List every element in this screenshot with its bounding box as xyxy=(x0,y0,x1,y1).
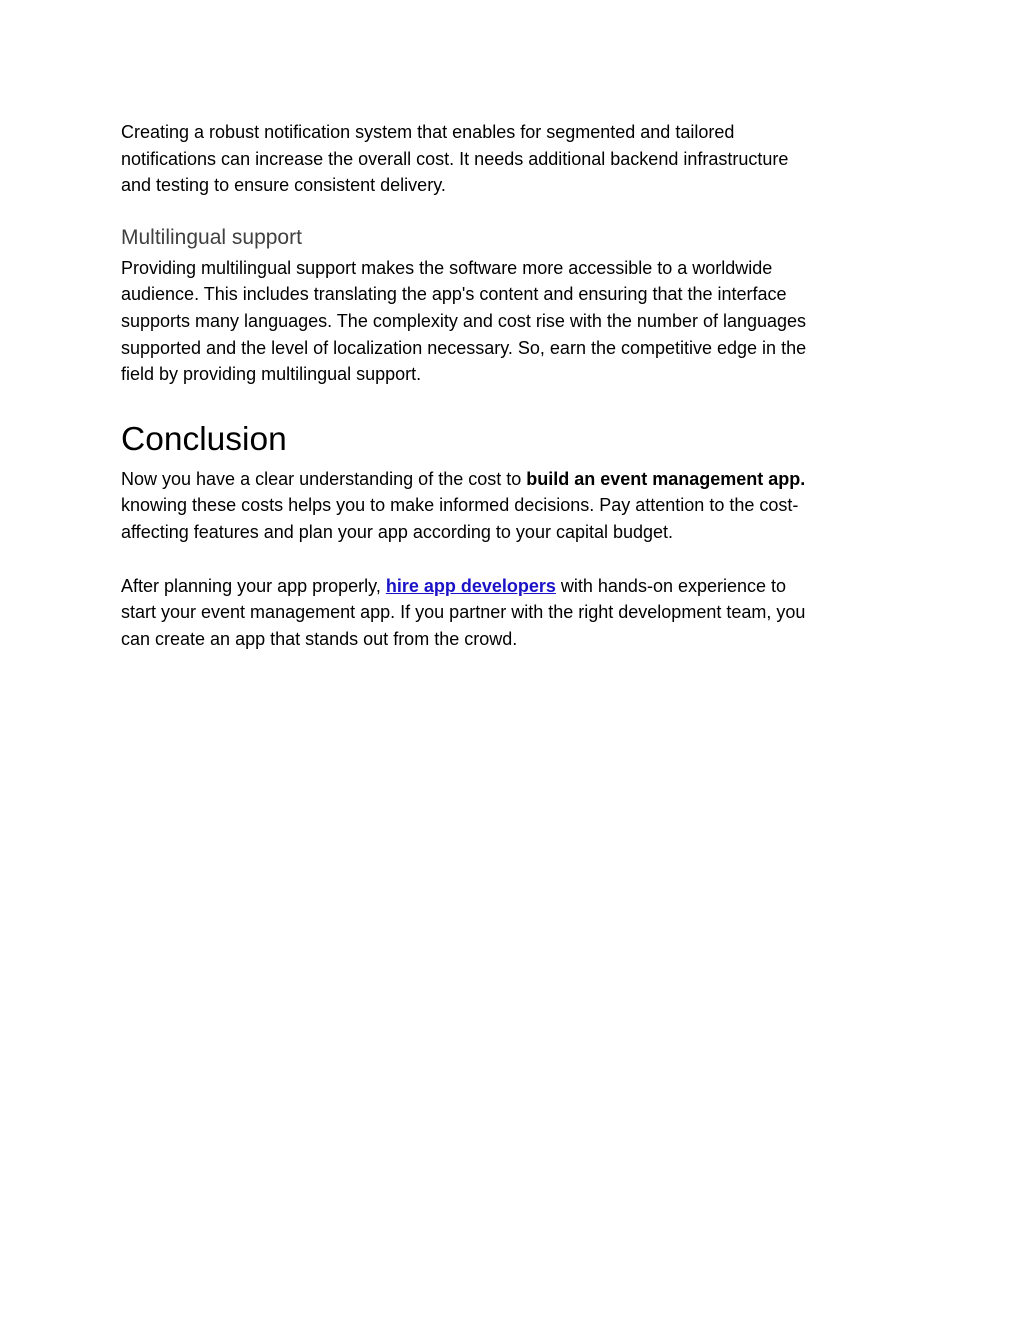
conclusion-line xyxy=(121,466,896,493)
multilingual-heading: Multilingual support xyxy=(121,225,302,249)
multilingual-paragraph xyxy=(121,255,896,388)
conclusion-paragraph-1 xyxy=(121,466,896,546)
conclusion-line: start your event management app. If you partner with the right development team, you xyxy=(121,602,806,623)
multilingual-line: supported and the level of localization necessary. So, earn the competitive edge in the xyxy=(121,337,807,358)
multilingual-line: audience. This includes translating the app's content and ensuring that the interface xyxy=(121,284,787,305)
intro-line: Creating a robust notification system that enables for segmented and tailored xyxy=(121,122,735,142)
multilingual-line: Providing multilingual support makes the software more accessible to a worldwide xyxy=(121,257,773,278)
hire-app-developers-link[interactable]: hire app developers xyxy=(385,575,556,596)
conclusion-heading: Conclusion xyxy=(121,420,287,458)
conclusion-bold-phrase: build an event management app. xyxy=(526,468,806,489)
intro-paragraph xyxy=(121,119,896,199)
conclusion-text: After planning your app properly, xyxy=(121,575,386,596)
paragraph-spacer xyxy=(121,546,896,573)
document-page xyxy=(121,119,896,652)
intro-line: and testing to ensure consistent delivery. xyxy=(121,175,446,196)
conclusion-text: with hands-on experience to xyxy=(555,575,787,596)
conclusion-line: can create an app that stands out from the crowd. xyxy=(121,628,518,649)
multilingual-line: field by providing multilingual support. xyxy=(121,364,422,385)
conclusion-line: knowing these costs helps you to make informed decisions. Pay attention to the cost- xyxy=(121,495,799,516)
multilingual-line: supports many languages. The complexity and cost rise with the number of languages xyxy=(121,310,807,331)
conclusion-line xyxy=(121,573,896,600)
conclusion-paragraph-2 xyxy=(121,573,896,653)
conclusion-line: affecting features and plan your app according to your capital budget. xyxy=(121,521,674,542)
intro-line: notifications can increase the overall cost. It needs additional backend infrastructure xyxy=(121,148,789,169)
conclusion-text: Now you have a clear understanding of the cost to xyxy=(121,468,527,489)
